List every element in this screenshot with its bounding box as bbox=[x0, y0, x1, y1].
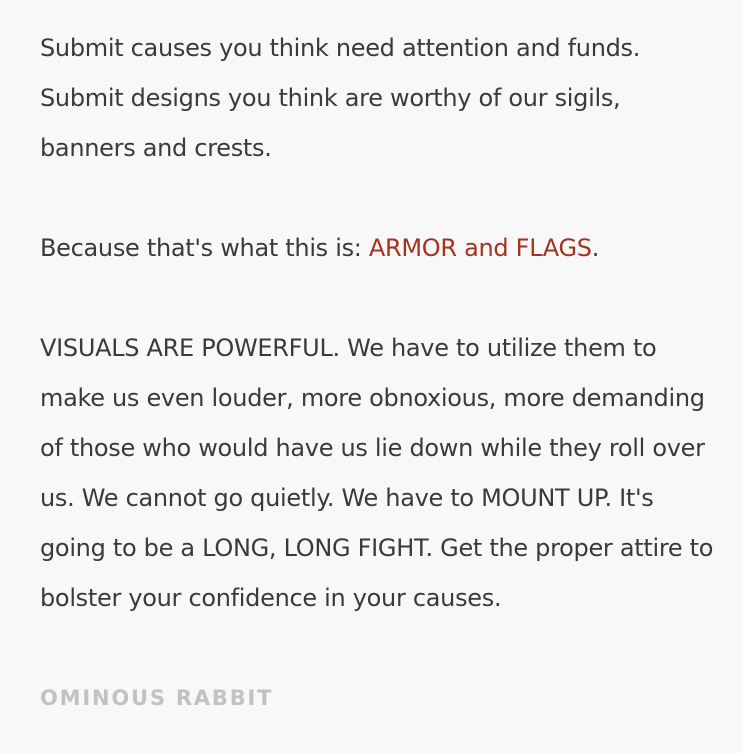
paragraph-armor-flags bbox=[40, 223, 722, 273]
author-name: OMINOUS RABBIT bbox=[40, 686, 274, 710]
paragraph-prefix: Because that's what this is: bbox=[40, 234, 369, 262]
paragraph-visuals-powerful: VISUALS ARE POWERFUL. We have to utilize them to make us even louder, more obnoxious, more demanding of those who would have us lie down while they roll over us. We cannot go quietly. We have to MOUNT UP. It's going to be a LONG, LONG FIGHT. Get the proper attire to bolster your confidence in your causes. bbox=[40, 334, 714, 612]
armor-and-flags-link[interactable]: ARMOR and FLAGS bbox=[368, 234, 592, 262]
paragraph-submit-causes: Submit causes you think need attention and funds. Submit designs you think are worthy of our sigils, banners and crests. bbox=[40, 34, 641, 162]
paragraph-suffix: . bbox=[591, 234, 600, 262]
